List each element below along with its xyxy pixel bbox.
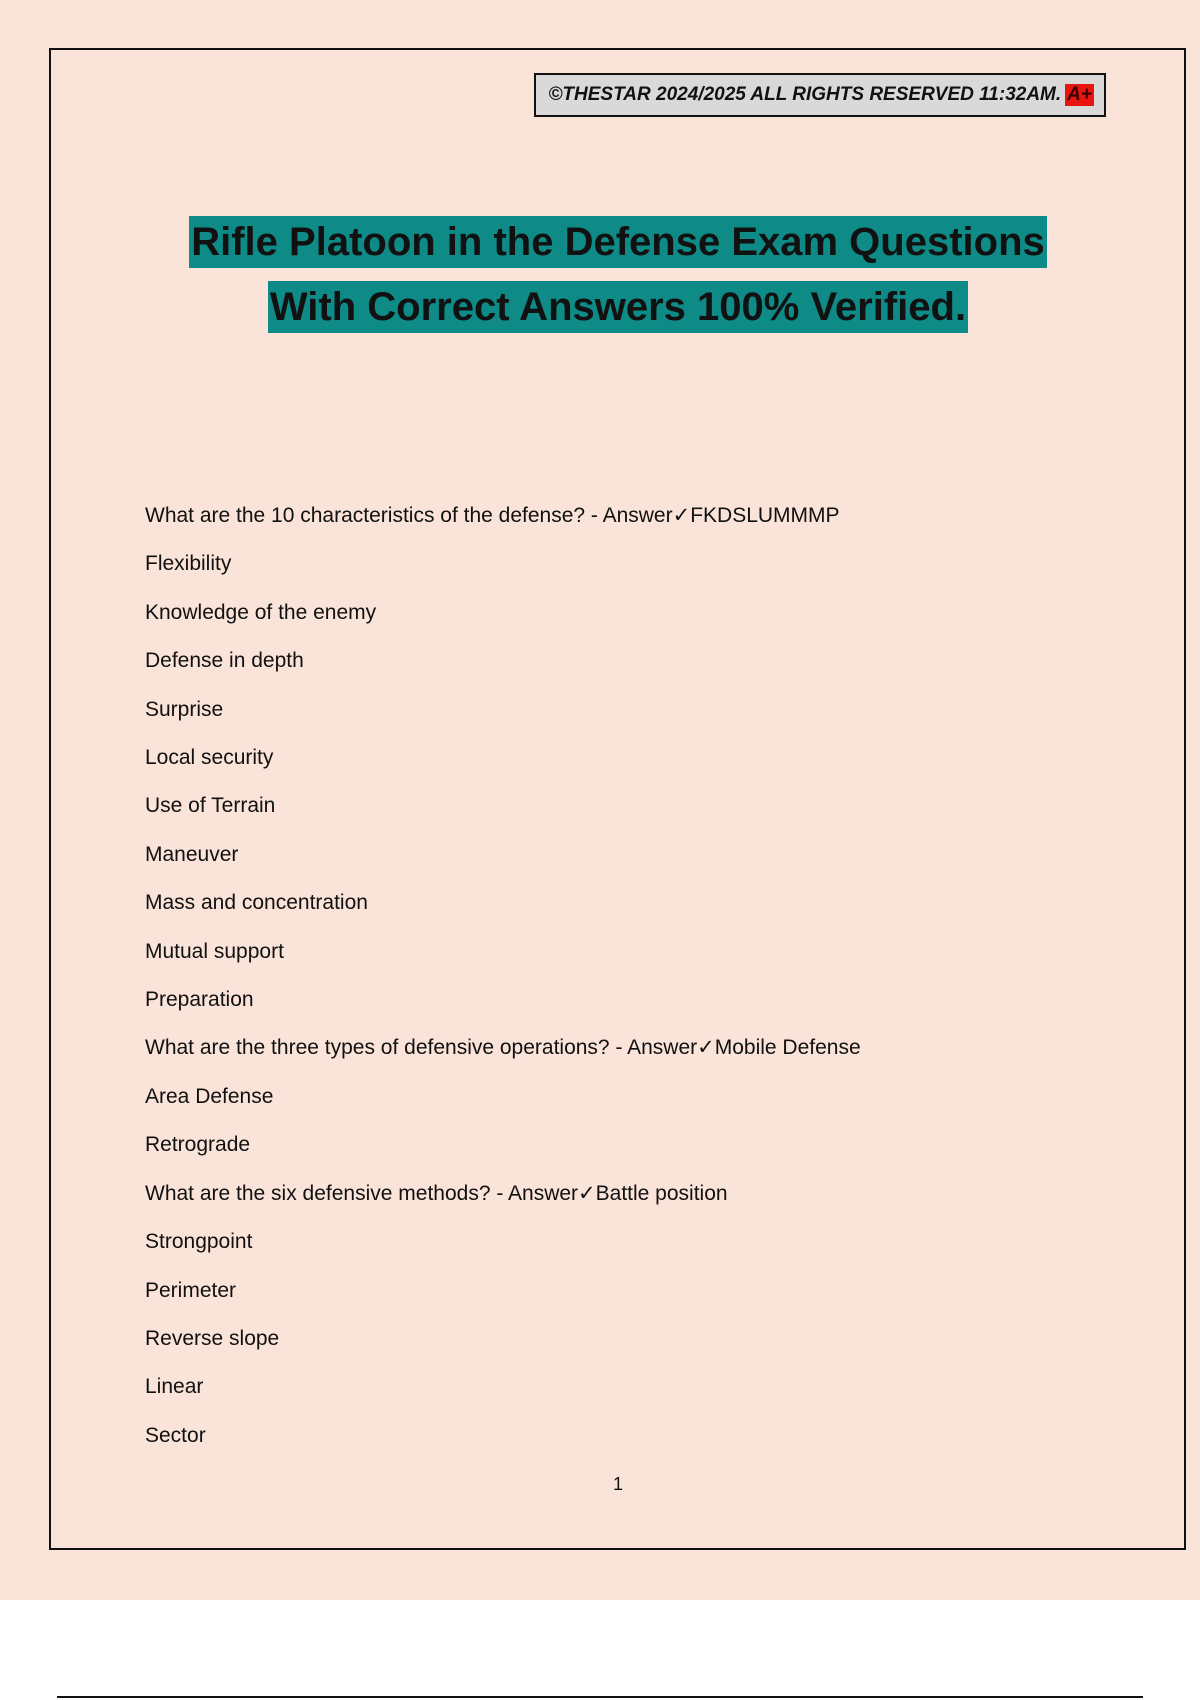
question-answer-list — [145, 492, 861, 1460]
content-line: Mass and concentration — [145, 891, 368, 915]
content-line: Flexibility — [145, 552, 232, 576]
content-line: Preparation — [145, 988, 254, 1012]
content-line: Local security — [145, 746, 274, 770]
content-line: Mutual support — [145, 939, 284, 963]
content-line: Use of Terrain — [145, 794, 276, 818]
grade-tag: A+ — [1067, 84, 1092, 105]
document-title — [0, 210, 1200, 340]
content-line: What are the 10 characteristics of the defense? - Answer✓FKDSLUMMMP — [145, 504, 840, 527]
content-line: Retrograde — [145, 1133, 251, 1157]
content-line: What are the six defensive methods? - Answer✓Battle position — [145, 1181, 728, 1205]
copyright-text: ©THESTAR 2024/2025 ALL RIGHTS RESERVED 11:32AM. — [548, 84, 1062, 105]
content-line: Strongpoint — [145, 1230, 253, 1254]
page-number: 1 — [612, 1474, 623, 1494]
content-line: Sector — [145, 1423, 206, 1447]
next-page-top-rule — [57, 1696, 1143, 1698]
copyright-header — [534, 73, 1106, 117]
content-line: Maneuver — [145, 842, 239, 866]
content-line: Defense in depth — [145, 649, 304, 673]
content-line: Surprise — [145, 697, 224, 721]
content-line: Reverse slope — [145, 1326, 280, 1350]
content-line: Area Defense — [145, 1084, 274, 1108]
title-line-2: With Correct Answers 100% Verified. — [268, 281, 968, 333]
content-line: Perimeter — [145, 1278, 237, 1302]
content-line: What are the three types of defensive operations? - Answer✓Mobile Defense — [145, 1036, 861, 1060]
title-line-1: Rifle Platoon in the Defense Exam Questions — [189, 216, 1047, 268]
content-line: Linear — [145, 1375, 204, 1399]
content-line: Knowledge of the enemy — [145, 600, 377, 624]
